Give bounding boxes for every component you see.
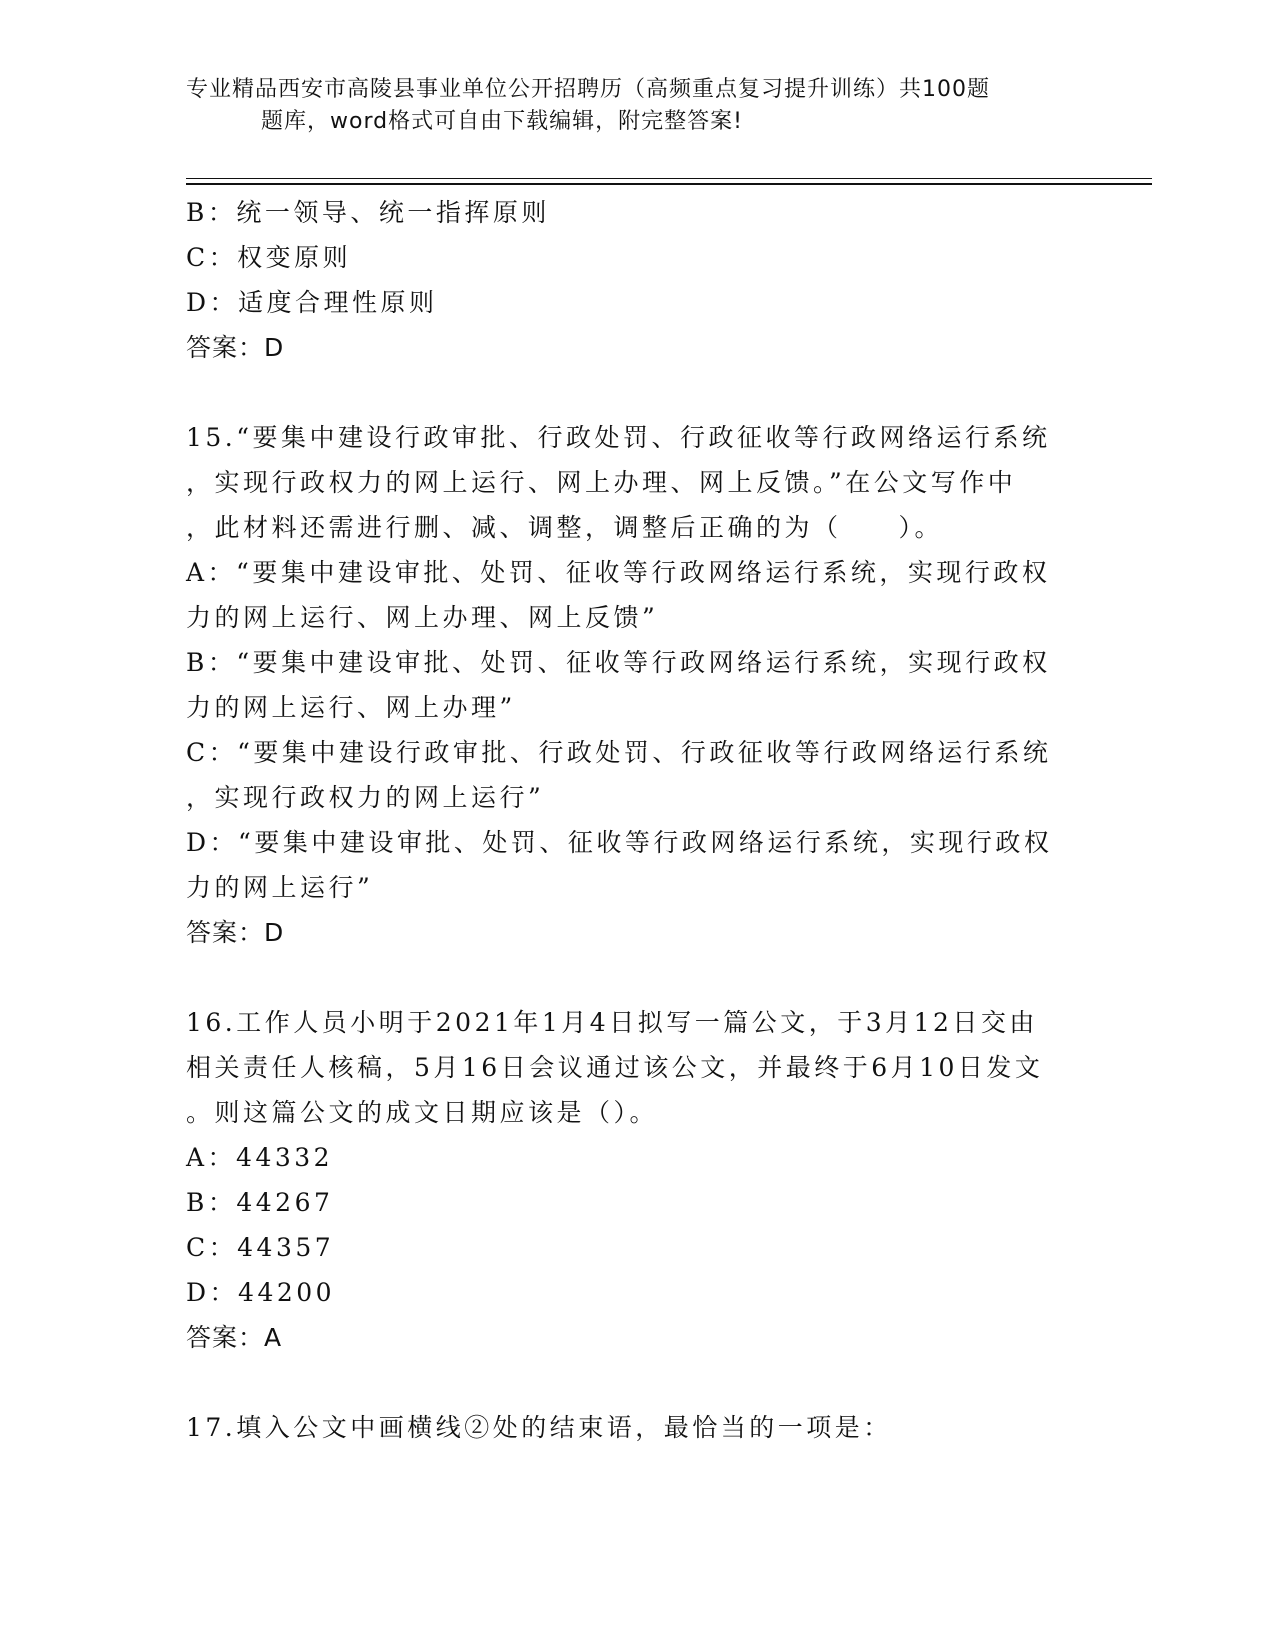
spacer — [186, 1360, 1086, 1405]
option-b-line: 力的网上运行、网上办理” — [186, 693, 516, 722]
option-d: D：44200 — [186, 1278, 336, 1307]
option-b: B：44267 — [186, 1188, 334, 1217]
header-title-line-1: 专业精品西安市高陵县事业单位公开招聘历（高频重点复习提升训练）共100题 — [186, 77, 990, 102]
question-stem-line: ，此材料还需进行删、减、调整，调整后正确的为（ ）。 — [186, 513, 944, 542]
answer-line: 答案：D — [186, 918, 285, 947]
option-c-line: ，实现行政权力的网上运行” — [186, 783, 545, 812]
question-14-tail — [186, 190, 1086, 370]
question-15 — [186, 415, 1086, 955]
question-stem-line: 17.填入公文中画横线②处的结束语，最恰当的一项是： — [186, 1413, 892, 1442]
option-c: C：44357 — [186, 1233, 335, 1262]
spacer — [186, 370, 1086, 415]
option-a-line: A：“要集中建设审批、处罚、征收等行政网络运行系统，实现行政权 — [186, 558, 1051, 587]
question-stem-line: 相关责任人核稿，5月16日会议通过该公文，并最终于6月10日发文 — [186, 1053, 1044, 1082]
option-c: C：权变原则 — [186, 243, 352, 272]
answer-line: 答案：D — [186, 333, 285, 362]
option-d-line: D：“要集中建设审批、处罚、征收等行政网络运行系统，实现行政权 — [186, 828, 1053, 857]
option-d: D：适度合理性原则 — [186, 288, 438, 317]
question-stem-line: 。则这篇公文的成文日期应该是（）。 — [186, 1098, 659, 1127]
document-header — [186, 74, 1066, 138]
header-title-line-2: 题库，word格式可自由下载编辑，附完整答案! — [261, 109, 743, 134]
question-stem-line: ，实现行政权力的网上运行、网上办理、网上反馈。”在公文写作中 — [186, 468, 1017, 497]
header-rule-thick — [186, 183, 1152, 185]
question-17 — [186, 1405, 1086, 1450]
answer-line: 答案：A — [186, 1323, 283, 1352]
spacer — [186, 955, 1086, 1000]
question-16 — [186, 1000, 1086, 1360]
option-b-line: B：“要集中建设审批、处罚、征收等行政网络运行系统，实现行政权 — [186, 648, 1051, 677]
option-a: A：44332 — [186, 1143, 334, 1172]
question-content — [186, 190, 1086, 1450]
option-d-line: 力的网上运行” — [186, 873, 374, 902]
header-rule-thin — [186, 178, 1152, 179]
question-stem-line: 16.工作人员小明于2021年1月4日拟写一篇公文，于3月12日交由 — [186, 1008, 1038, 1037]
question-stem-line: 15.“要集中建设行政审批、行政处罚、行政征收等行政网络运行系统 — [186, 423, 1051, 452]
option-b: B：统一领导、统一指挥原则 — [186, 198, 550, 227]
option-c-line: C：“要集中建设行政审批、行政处罚、行政征收等行政网络运行系统 — [186, 738, 1052, 767]
option-a-line: 力的网上运行、网上办理、网上反馈” — [186, 603, 659, 632]
